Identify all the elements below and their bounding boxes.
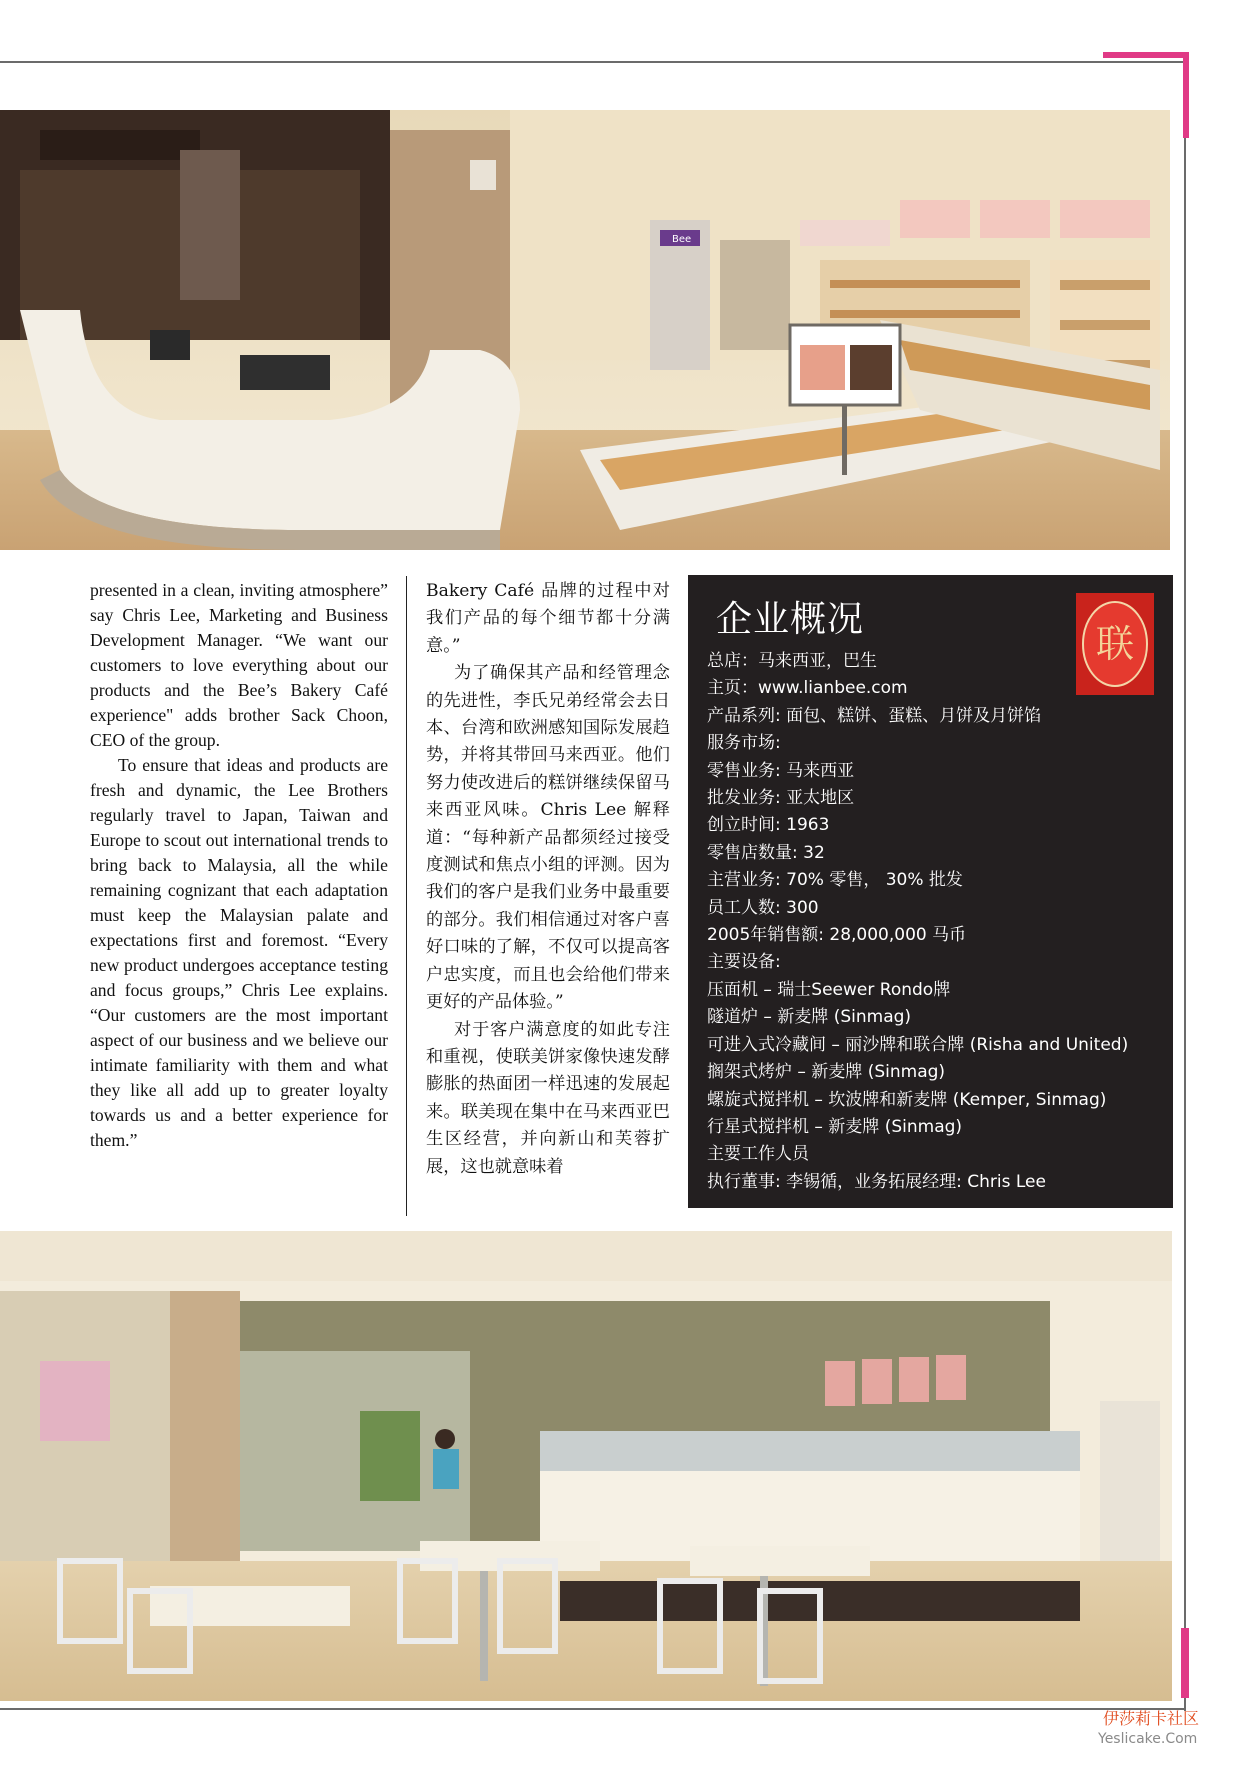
profile-line: 主页：www.lianbee.com [707, 678, 908, 699]
top-rule [0, 61, 1186, 63]
english-paragraph: presented in a clean, inviting atmosphere” say Chris Lee, Marketing and Business Development Manager. “We want our customers to love everything about our products and the Bee’s Bakery Café experience" adds brother Sack Choon, CEO of the group. [90, 580, 388, 750]
profile-line: 搁架式烤炉 – 新麦牌 (Sinmag) [707, 1062, 946, 1083]
profile-line: 服务市场: [707, 733, 781, 754]
watermark-url: Yeslicake.Com [1098, 1731, 1198, 1747]
profile-line: 2005年销售额: 28,000,000 马币 [707, 925, 967, 946]
profile-line: 创立时间: 1963 [707, 815, 830, 836]
bakery-interior-photo [0, 110, 1170, 550]
profile-line: 可进入式冷藏间 – 丽沙牌和联合牌 (Risha and United) [707, 1034, 1129, 1055]
profile-line: 批发业务: 亚太地区 [707, 788, 855, 809]
bottom-rule [0, 1708, 1186, 1710]
profile-line: 零售店数量: 32 [707, 842, 825, 863]
chinese-paragraph: Bakery Café 品牌的过程中对我们产品的每个细节都十分满意。” [426, 581, 670, 656]
profile-line: 隧道炉 – 新麦牌 (Sinmag) [707, 1007, 912, 1028]
right-rule [1184, 61, 1186, 1711]
chinese-paragraph: 为了确保其产品和经管理念的先进性，李氏兄弟经常会去日本、台湾和欧洲感知国际发展趋势，并将其带回马来西亚。他们努力使改进后的糕饼继续保留马来西亚风味。Chris Lee 解释道：“每种新产品都须经过接受度测试和焦点小组的评测。因为我们的客户是我们业务中最重要的部分。我们相信通过对客户喜好口味的了解，不仅可以提高客户忠实度，而且也会给他们带来更好的产品体验。” [426, 663, 670, 1013]
article-chinese-column [426, 578, 670, 1181]
watermark-chinese: 伊莎莉卡社区 [1103, 1709, 1200, 1728]
cafe-seating-photo [0, 1231, 1172, 1701]
company-profile-box [688, 575, 1173, 1208]
logo-text: 联 [1095, 622, 1135, 666]
profile-line: 产品系列: 面包、糕饼、蛋糕、月饼及月饼馅 [707, 705, 1042, 726]
profile-line: 主要设备: [707, 952, 781, 973]
profile-line: 主要工作人员 [707, 1144, 809, 1165]
column-divider [406, 576, 407, 1216]
pink-corner-mark-bottom [1181, 1628, 1189, 1698]
profile-line: 执行董事: 李锡循，业务拓展经理: Chris Lee [707, 1171, 1046, 1192]
store-sign-text: Bee [672, 234, 692, 245]
profile-details [707, 648, 1128, 1196]
profile-line: 螺旋式搅拌机 – 坎波牌和新麦牌 (Kemper, Sinmag) [707, 1089, 1107, 1110]
profile-line: 员工人数: 300 [707, 897, 819, 918]
profile-title: 企业概况 [716, 599, 865, 640]
chinese-paragraph: 对于客户满意度的如此专注和重视，使联美饼家像快速发酵膨胀的热面团一样迅速的发展起来。联美现在集中在马来西亚巴生区经营，并向新山和芙蓉扩展，这也就意味着 [426, 1019, 670, 1177]
profile-line: 总店：马来西亚，巴生 [707, 651, 877, 671]
profile-line: 零售业务: 马来西亚 [707, 760, 855, 781]
profile-line: 行星式搅拌机 – 新麦牌 (Sinmag) [707, 1116, 963, 1137]
english-paragraph: To ensure that ideas and products are fresh and dynamic, the Lee Brothers regularly travel to Japan, Taiwan and Europe to scout out international trends to bring back to Malaysia, all the while remaining cognizant that each adaptation must keep the Malaysian palate and expectations first and foremost. “Every new product undergoes acceptance testing and focus groups,” Chris Lee explains. “Our customers are the most important aspect of our business and we believe our intimate familiarity with them and what they like all add up to greater loyalty towards us and a better experience for them.” [90, 755, 388, 1150]
profile-line: 主营业务: 70% 零售， 30% 批发 [707, 870, 963, 891]
article-english-column [90, 578, 388, 1153]
profile-line: 压面机 – 瑞士Seewer Rondo牌 [707, 979, 951, 1000]
